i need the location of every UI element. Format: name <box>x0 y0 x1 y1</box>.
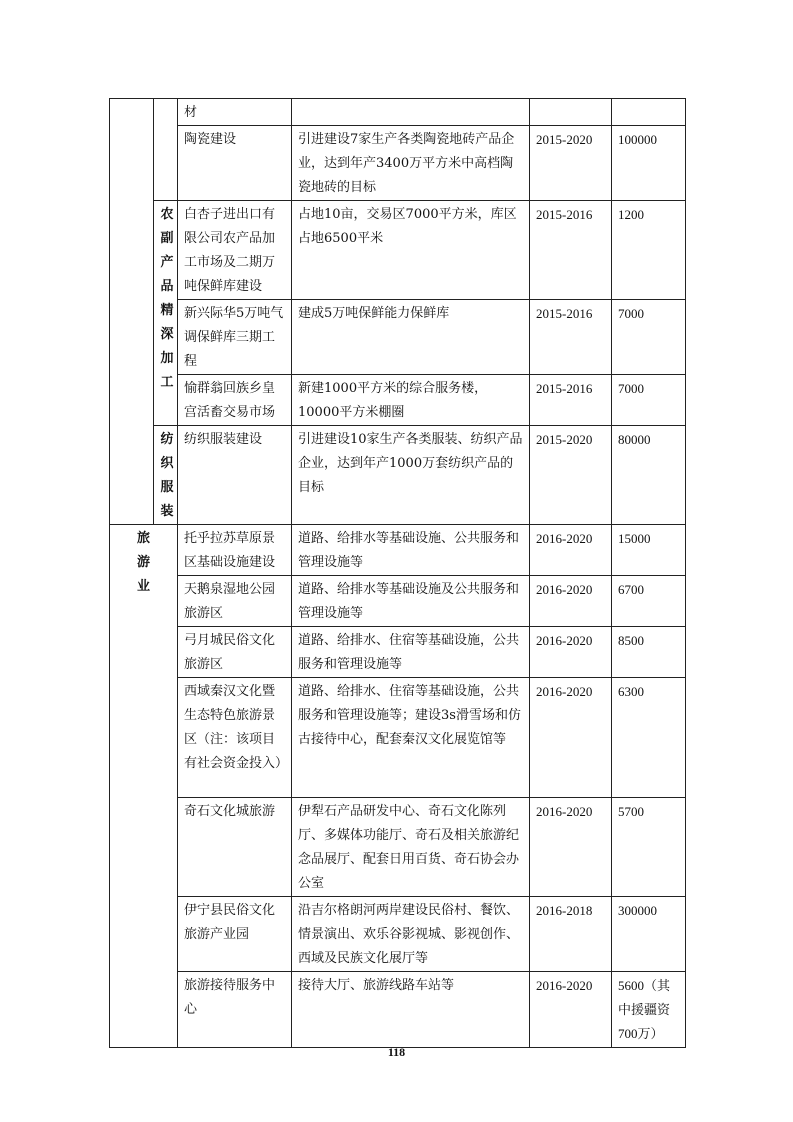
project-period-cell: 2015-2016 <box>530 201 612 300</box>
table-row <box>110 798 686 897</box>
project-investment-cell: 7000 <box>612 375 686 426</box>
project-name-cell: 伊宁县民俗文化旅游产业园 <box>178 897 292 972</box>
project-name-cell: 新兴际华5万吨气调保鲜库三期工程 <box>178 300 292 375</box>
table-row <box>110 201 686 300</box>
project-period-cell: 2016-2018 <box>530 897 612 972</box>
table-row <box>110 678 686 798</box>
table-row <box>110 525 686 576</box>
project-content-cell: 建成5万吨保鲜能力保鲜库 <box>292 300 530 375</box>
project-name-cell: 托乎拉苏草原景区基础设施建设 <box>178 525 292 576</box>
project-name-cell: 陶瓷建设 <box>178 126 292 201</box>
project-content-cell: 道路、给排水、住宿等基础设施，公共服务和管理设施等 <box>292 627 530 678</box>
project-name-cell: 天鹅泉湿地公园旅游区 <box>178 576 292 627</box>
project-investment-cell: 300000 <box>612 897 686 972</box>
subcategory-label-agri: 农副产品精深加工 <box>154 201 178 426</box>
project-name-cell: 白杏子进出口有限公司农产品加工市场及二期万吨保鲜库建设 <box>178 201 292 300</box>
table-row <box>110 99 686 126</box>
project-content-cell: 占地10亩，交易区7000平方米，库区占地6500平米 <box>292 201 530 300</box>
project-investment-cell: 8500 <box>612 627 686 678</box>
project-name-cell: 旅游接待服务中心 <box>178 972 292 1048</box>
table-row <box>110 972 686 1048</box>
project-period-cell: 2015-2016 <box>530 300 612 375</box>
project-period-cell: 2016-2020 <box>530 576 612 627</box>
project-content-cell: 道路、给排水等基础设施、公共服务和管理设施等 <box>292 525 530 576</box>
subcategory-cell-continued <box>154 99 178 201</box>
project-investment-cell: 7000 <box>612 300 686 375</box>
project-investment-cell: 15000 <box>612 525 686 576</box>
project-investment-cell: 6300 <box>612 678 686 798</box>
page-number: 118 <box>387 1045 406 1059</box>
project-content-cell: 引进建设10家生产各类服装、纺织产品企业，达到年产1000万套纺织产品的目标 <box>292 426 530 525</box>
project-period-cell: 2015-2016 <box>530 375 612 426</box>
project-period-cell: 2016-2020 <box>530 972 612 1048</box>
table-row <box>110 897 686 972</box>
project-investment-cell: 1200 <box>612 201 686 300</box>
project-investment-cell: 80000 <box>612 426 686 525</box>
project-name-cell: 材 <box>178 99 292 126</box>
project-investment-cell <box>612 99 686 126</box>
project-content-cell: 接待大厅、旅游线路车站等 <box>292 972 530 1048</box>
project-content-cell: 新建1000平方米的综合服务楼，10000平方米棚圈 <box>292 375 530 426</box>
project-investment-cell: 5600（其中援疆资700万） <box>612 972 686 1048</box>
project-period-cell: 2016-2020 <box>530 525 612 576</box>
project-name-cell: 愉群翁回族乡皇宫活畜交易市场 <box>178 375 292 426</box>
project-period-cell: 2016-2020 <box>530 627 612 678</box>
project-name-cell: 纺织服装建设 <box>178 426 292 525</box>
project-content-cell <box>292 99 530 126</box>
table-row <box>110 627 686 678</box>
project-period-cell: 2015-2020 <box>530 126 612 201</box>
project-name-cell: 弓月城民俗文化旅游区 <box>178 627 292 678</box>
table-row <box>110 576 686 627</box>
project-content-cell: 伊犁石产品研发中心、奇石文化陈列厅、多媒体功能厅、奇石及相关旅游纪念品展厅、配套日用百货、奇石协会办公室 <box>292 798 530 897</box>
table-row <box>110 375 686 426</box>
table-row <box>110 126 686 201</box>
project-period-cell: 2016-2020 <box>530 798 612 897</box>
project-investment-cell: 6700 <box>612 576 686 627</box>
project-period-cell: 2015-2020 <box>530 426 612 525</box>
project-investment-cell: 5700 <box>612 798 686 897</box>
project-investment-cell: 100000 <box>612 126 686 201</box>
project-period-cell <box>530 99 612 126</box>
project-name-cell: 西域秦汉文化暨生态特色旅游景区（注：该项目有社会资金投入） <box>178 678 292 798</box>
project-content-cell: 沿吉尔格朗河两岸建设民俗村、餐饮、情景演出、欢乐谷影视城、影视创作、西域及民族文化展厅等 <box>292 897 530 972</box>
category-cell-processing <box>110 99 154 525</box>
project-name-cell: 奇石文化城旅游 <box>178 798 292 897</box>
project-content-cell: 引进建设7家生产各类陶瓷地砖产品企业，达到年产3400万平方米中高档陶瓷地砖的目标 <box>292 126 530 201</box>
table-row <box>110 300 686 375</box>
project-content-cell: 道路、给排水等基础设施及公共服务和管理设施等 <box>292 576 530 627</box>
project-content-cell: 道路、给排水、住宿等基础设施，公共服务和管理设施等；建设3s滑雪场和仿古接待中心，配套秦汉文化展览馆等 <box>292 678 530 798</box>
table-row <box>110 426 686 525</box>
project-table <box>109 98 686 1048</box>
project-period-cell: 2016-2020 <box>530 678 612 798</box>
category-label-tourism: 旅游业 <box>110 525 178 1048</box>
subcategory-label-textile: 纺织服装 <box>154 426 178 525</box>
